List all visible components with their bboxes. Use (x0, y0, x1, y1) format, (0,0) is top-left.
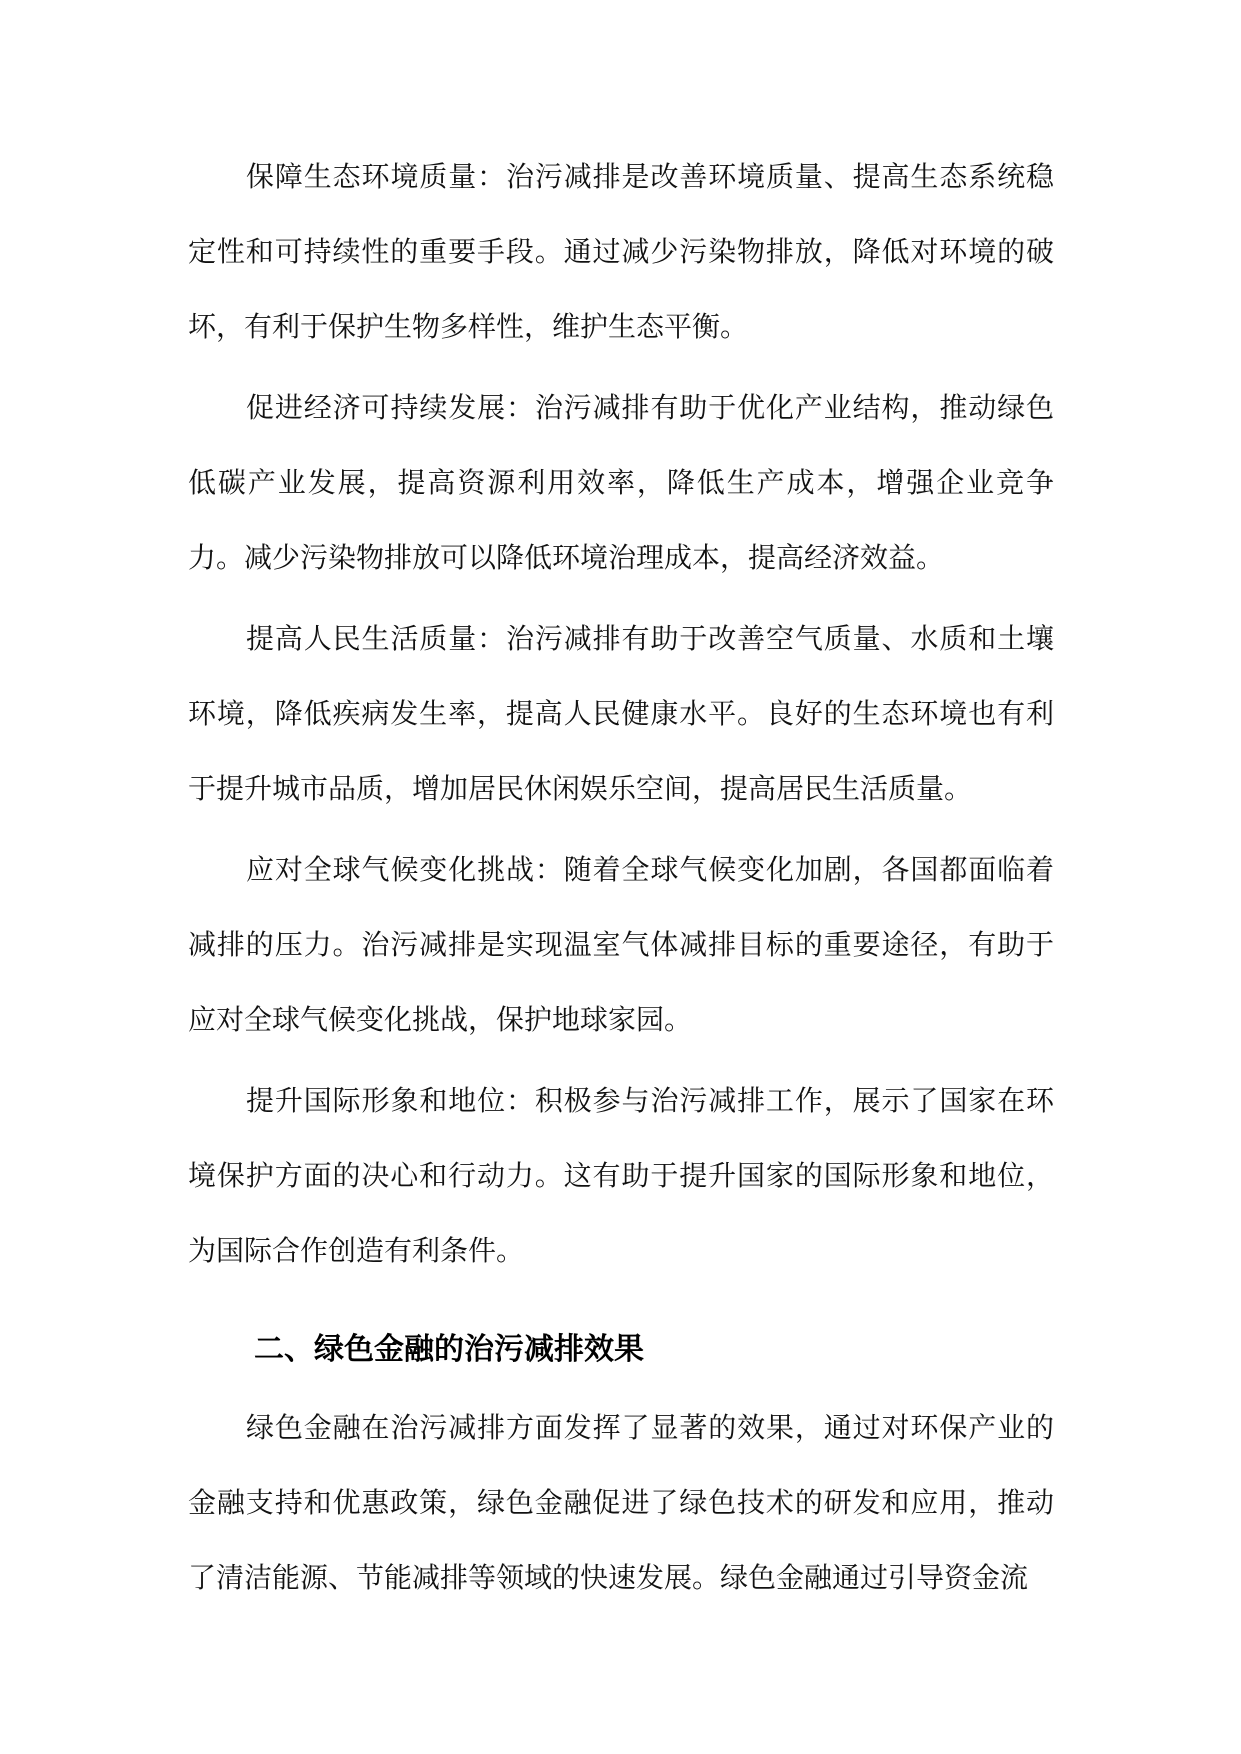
paragraph-international-image: 提升国际形象和地位：积极参与治污减排工作，展示了国家在环境保护方面的决心和行动力。这有助于提升国家的国际形象和地位，为国际合作创造有利条件。 (188, 1084, 1054, 1267)
paragraph-living-quality: 提高人民生活质量：治污减排有助于改善空气质量、水质和土壤环境，降低疾病发生率，提高人民健康水平。良好的生态环境也有利于提升城市品质，增加居民休闲娱乐空间，提高居民生活质量。 (188, 622, 1054, 805)
paragraph-green-finance: 绿色金融在治污减排方面发挥了显著的效果，通过对环保产业的金融支持和优惠政策，绿色金融促进了绿色技术的研发和应用，推动了清洁能源、节能减排等领域的快速发展。绿色金融通过引导资金流 (188, 1411, 1054, 1594)
document-body (188, 139, 1054, 1621)
section-heading: 二、绿色金融的治污减排效果 (254, 1332, 644, 1367)
paragraph-ecology: 保障生态环境质量：治污减排是改善环境质量、提高生态系统稳定性和可持续性的重要手段。通过减少污染物排放，降低对环境的破坏，有利于保护生物多样性，维护生态平衡。 (188, 160, 1054, 343)
paragraph-economy: 促进经济可持续发展：治污减排有助于优化产业结构，推动绿色低碳产业发展，提高资源利用效率，降低生产成本，增强企业竞争力。减少污染物排放可以降低环境治理成本，提高经济效益。 (188, 391, 1054, 574)
paragraph-climate-change: 应对全球气候变化挑战：随着全球气候变化加剧，各国都面临着减排的压力。治污减排是实现温室气体减排目标的重要途径，有助于应对全球气候变化挑战，保护地球家园。 (188, 853, 1054, 1036)
